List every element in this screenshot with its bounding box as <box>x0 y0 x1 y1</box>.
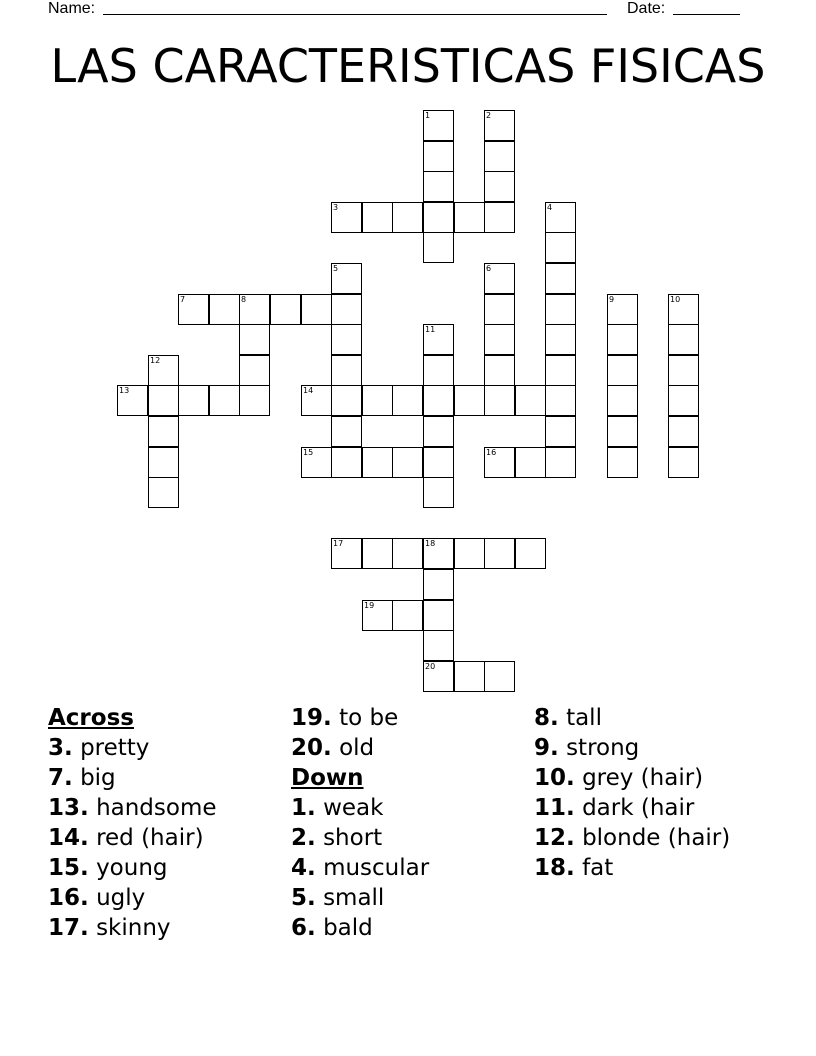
crossword-cell[interactable] <box>484 294 515 325</box>
crossword-cell[interactable] <box>607 324 638 355</box>
cell-number: 14 <box>303 386 314 395</box>
crossword-cell[interactable] <box>331 263 362 294</box>
cell-number: 3 <box>333 203 339 212</box>
clue-across-15: 15. young <box>48 855 168 881</box>
crossword-cell[interactable] <box>423 600 454 631</box>
crossword-cell[interactable] <box>607 355 638 386</box>
crossword-cell[interactable] <box>607 294 638 325</box>
clue-down-4: 4. muscular <box>291 855 430 881</box>
crossword-cell[interactable] <box>484 447 515 478</box>
crossword-cell[interactable] <box>668 416 699 447</box>
crossword-cell[interactable] <box>484 202 515 233</box>
clue-across-7: 7. big <box>48 765 116 791</box>
clue-across-14: 14. red (hair) <box>48 825 204 851</box>
clue-across-20: 20. old <box>291 735 375 761</box>
clue-down-5: 5. small <box>291 885 385 911</box>
crossword-cell[interactable] <box>209 385 240 416</box>
crossword-cell[interactable] <box>668 324 699 355</box>
clues-column-1 <box>48 703 217 943</box>
crossword-cell[interactable] <box>270 294 301 325</box>
crossword-cell[interactable] <box>454 385 485 416</box>
crossword-cell[interactable] <box>423 355 454 386</box>
cell-number: 6 <box>486 264 492 273</box>
crossword-cell[interactable] <box>607 447 638 478</box>
crossword-cell[interactable] <box>148 447 179 478</box>
crossword-cell[interactable] <box>148 355 179 386</box>
cell-number: 2 <box>486 111 492 120</box>
cell-number: 5 <box>333 264 339 273</box>
clue-down-1: 1. weak <box>291 795 384 821</box>
cell-number: 17 <box>333 539 344 548</box>
crossword-cell[interactable] <box>668 294 699 325</box>
crossword-cell[interactable] <box>515 385 546 416</box>
cell-number: 11 <box>425 325 436 334</box>
crossword-cell[interactable] <box>423 110 454 141</box>
clue-down-18: 18. fat <box>534 855 614 881</box>
crossword-cell[interactable] <box>148 416 179 447</box>
crossword-cell[interactable] <box>362 202 393 233</box>
crossword-cell[interactable] <box>423 569 454 600</box>
crossword-cell[interactable] <box>484 355 515 386</box>
cell-number: 7 <box>180 295 186 304</box>
crossword-cell[interactable] <box>668 385 699 416</box>
crossword-cell[interactable] <box>301 385 332 416</box>
crossword-cell[interactable] <box>331 385 362 416</box>
page-title: LAS CARACTERISTICAS FISICAS <box>50 39 766 93</box>
crossword-cell[interactable] <box>423 538 454 569</box>
crossword-cell[interactable] <box>668 355 699 386</box>
crossword-cell[interactable] <box>301 294 332 325</box>
crossword-cell[interactable] <box>423 447 454 478</box>
crossword-cell[interactable] <box>423 202 454 233</box>
crossword-cell[interactable] <box>423 385 454 416</box>
clue-across-3: 3. pretty <box>48 735 150 761</box>
cell-number: 20 <box>425 662 436 671</box>
crossword-cell[interactable] <box>362 447 393 478</box>
clue-down-6: 6. bald <box>291 915 373 941</box>
cell-number: 9 <box>609 295 615 304</box>
crossword-cell[interactable] <box>515 538 546 569</box>
crossword-cell[interactable] <box>331 355 362 386</box>
clue-down-9: 9. strong <box>534 735 640 761</box>
cell-number: 1 <box>425 111 431 120</box>
crossword-cell[interactable] <box>423 661 454 692</box>
cell-number: 8 <box>241 295 247 304</box>
date-label: Date: <box>627 0 666 17</box>
crossword-cell[interactable] <box>484 661 515 692</box>
clue-across-19: 19. to be <box>291 705 399 731</box>
crossword-cell[interactable] <box>423 324 454 355</box>
crossword-cell[interactable] <box>239 294 270 325</box>
crossword-cell[interactable] <box>484 110 515 141</box>
crossword-cell[interactable] <box>331 294 362 325</box>
crossword-cell[interactable] <box>148 385 179 416</box>
crossword-cell[interactable] <box>454 538 485 569</box>
crossword-cell[interactable] <box>117 385 148 416</box>
cell-number: 19 <box>364 601 375 610</box>
crossword-cell[interactable] <box>423 477 454 508</box>
crossword-cell[interactable] <box>545 263 576 294</box>
crossword-cell[interactable] <box>392 447 423 478</box>
down-heading: Down <box>291 765 364 791</box>
clue-down-2: 2. short <box>291 825 383 851</box>
crossword-cell[interactable] <box>423 232 454 263</box>
crossword-cell[interactable] <box>362 385 393 416</box>
crossword-cell[interactable] <box>362 538 393 569</box>
crossword-cell[interactable] <box>423 171 454 202</box>
cell-number: 12 <box>150 356 161 365</box>
cell-number: 16 <box>486 448 497 457</box>
crossword-cell[interactable] <box>392 538 423 569</box>
crossword-cell[interactable] <box>545 202 576 233</box>
crossword-cell[interactable] <box>331 416 362 447</box>
crossword-cell[interactable] <box>484 171 515 202</box>
cell-number: 18 <box>425 539 436 548</box>
clue-across-17: 17. skinny <box>48 915 171 941</box>
crossword-cell[interactable] <box>607 385 638 416</box>
clue-down-12: 12. blonde (hair) <box>534 825 731 851</box>
crossword-cell[interactable] <box>239 385 270 416</box>
crossword-cell[interactable] <box>607 416 638 447</box>
crossword-cell[interactable] <box>484 538 515 569</box>
cell-number: 4 <box>547 203 553 212</box>
clue-across-16: 16. ugly <box>48 885 146 911</box>
cell-number: 15 <box>303 448 314 457</box>
crossword-cell[interactable] <box>331 447 362 478</box>
clue-down-8: 8. tall <box>534 705 602 731</box>
crossword-cell[interactable] <box>392 385 423 416</box>
clue-across-13: 13. handsome <box>48 795 217 821</box>
crossword-cell[interactable] <box>484 263 515 294</box>
crossword-cell[interactable] <box>545 232 576 263</box>
crossword-cell[interactable] <box>668 447 699 478</box>
crossword-cell[interactable] <box>178 385 209 416</box>
crossword-cell[interactable] <box>545 416 576 447</box>
crossword-cell[interactable] <box>392 600 423 631</box>
crossword-cell[interactable] <box>545 447 576 478</box>
clues-column-3 <box>534 703 730 883</box>
crossword-cell[interactable] <box>331 538 362 569</box>
crossword-cell[interactable] <box>148 477 179 508</box>
clues-column-2 <box>291 703 429 943</box>
crossword-cell[interactable] <box>484 141 515 172</box>
crossword-cell[interactable] <box>362 600 393 631</box>
crossword-cell[interactable] <box>239 355 270 386</box>
crossword-cell[interactable] <box>545 385 576 416</box>
cell-number: 10 <box>670 295 681 304</box>
crossword-cell[interactable] <box>545 324 576 355</box>
across-heading: Across <box>48 705 134 731</box>
crossword-cell[interactable] <box>423 416 454 447</box>
crossword-cell[interactable] <box>392 202 423 233</box>
clue-down-10: 10. grey (hair) <box>534 765 704 791</box>
clue-down-11: 11. dark (hair <box>534 795 695 821</box>
crossword-cell[interactable] <box>484 324 515 355</box>
crossword-cell[interactable] <box>209 294 240 325</box>
crossword-cell[interactable] <box>423 630 454 661</box>
crossword-cell[interactable] <box>331 324 362 355</box>
name-label: Name: <box>48 0 96 17</box>
crossword-cell[interactable] <box>178 294 209 325</box>
crossword-cell[interactable] <box>515 447 546 478</box>
crossword-cell[interactable] <box>545 294 576 325</box>
crossword-cell[interactable] <box>454 202 485 233</box>
crossword-cell[interactable] <box>454 661 485 692</box>
crossword-cell[interactable] <box>331 202 362 233</box>
cell-number: 13 <box>119 386 130 395</box>
crossword-cell[interactable] <box>484 385 515 416</box>
crossword-cell[interactable] <box>301 447 332 478</box>
crossword-cell[interactable] <box>545 355 576 386</box>
crossword-cell[interactable] <box>239 324 270 355</box>
crossword-cell[interactable] <box>423 141 454 172</box>
